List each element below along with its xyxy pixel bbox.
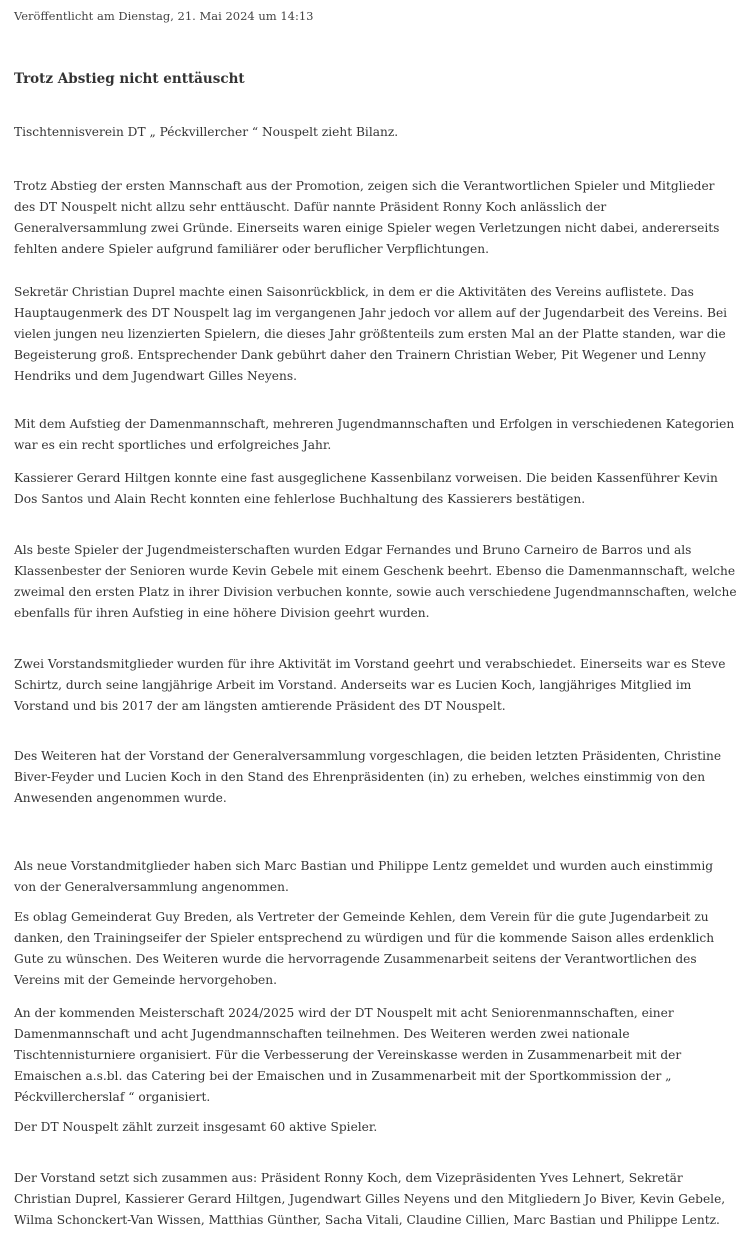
article-paragraph: Sekretär Christian Duprel machte einen Saisonrückblick, in dem er die Aktivitäten des Vereins auflistete. Das Hauptaugenmerk des DT Nouspelt lag im vergangenen Jahr jedoch vor allem auf der Jugendarbeit des Vereins. Bei vielen jungen neu lizenzierten Spielern, die dieses Jahr größtenteils zum ersten Mal an der Platte standen, war die Begeisterung groß. Entsprechender Dank gebührt daher den Trainern Christian Weber, Pit Wegener und Lenny Hendriks und dem Jugendwart Gilles Neyens. (14, 285, 728, 383)
article-paragraph: Der Vorstand setzt sich zusammen aus: Präsident Ronny Koch, dem Vizepräsidenten Yves Lehnert, Sekretär Christian Duprel, Kassierer Gerard Hiltgen, Jugendwart Gilles Neyens und den Mitgliedern Jo Biver, Kevin Gebele, Wilma Schonckert-Van Wissen, Matthias Günther, Sacha Vitali, Claudine Cillien, Marc Bastian und Philippe Lentz. (14, 1171, 726, 1227)
article-paragraph: Es oblag Gemeinderat Guy Breden, als Vertreter der Gemeinde Kehlen, dem Verein für die gute Jugendarbeit zu danken, den Trainingseifer der Spieler entsprechend zu würdigen und für die kommende Saison alles erdenklich Gute zu wünschen. Des Weiteren wurde die hervorragende Zusammenarbeit seitens der Verantwortlichen des Vereins mit der Gemeinde hervorgehoben. (14, 910, 715, 987)
article-paragraph: An der kommenden Meisterschaft 2024/2025 wird der DT Nouspelt mit acht Seniorenmannschaften, einer Damenmannschaft und acht Jugendmannschaften teilnehmen. Des Weiteren werden zwei nationale Tischtennisturniere organisiert. Für die Verbesserung der Vereinskasse werden in Zusammenarbeit mit der Emaischen a.s.bl. das Catering bei der Emaischen und in Zusammenarbeit mit der Sportkommission der „ Péckvillercherslaf “ organisiert. (14, 1006, 682, 1104)
article-paragraph: Mit dem Aufstieg der Damenmannschaft, mehreren Jugendmannschaften und Erfolgen in verschiedenen Kategorien war es ein recht sportliches und erfolgreiches Jahr. (14, 417, 735, 452)
article-paragraph: Als neue Vorstandmitglieder haben sich Marc Bastian und Philippe Lentz gemeldet und wurden auch einstimmig von der Generalversammlung angenommen. (14, 859, 714, 894)
article-paragraph-intro: Tischtennisverein DT „ Péckvillercher “ Nouspelt zieht Bilanz. (14, 125, 399, 139)
article-headline: Trotz Abstieg nicht enttäuscht (14, 71, 245, 87)
article-paragraph: Der DT Nouspelt zählt zurzeit insgesamt 60 aktive Spieler. (14, 1120, 378, 1134)
article-paragraph: Als beste Spieler der Jugendmeisterschaften wurden Edgar Fernandes und Bruno Carneiro de Barros und als Klassenbester der Senioren wurde Kevin Gebele mit einem Geschenk beehrt. Ebenso die Damenmannschaft, welche zweimal den ersten Platz in ihrer Division verbuchen konnte, sowie auch verschiedene Jugendmannschaften, welche ebenfalls für ihren Aufstieg in eine höhere Division geehrt wurden. (14, 543, 737, 620)
article-paragraph: Des Weiteren hat der Vorstand der Generalversammlung vorgeschlagen, die beiden letzten Präsidenten, Christine Biver-Feyder und Lucien Koch in den Stand des Ehrenpräsidenten (in) zu erheben, welches einstimmig von den Anwesenden angenommen wurde. (14, 749, 722, 805)
article-paragraph: Trotz Abstieg der ersten Mannschaft aus der Promotion, zeigen sich die Verantwortlichen Spieler und Mitglieder des DT Nouspelt nicht allzu sehr enttäuscht. Dafür nannte Präsident Ronny Koch anlässlich der Generalversammlung zwei Gründe. Einerseits waren einige Spieler wegen Verletzungen nicht dabei, andererseits fehlten andere Spieler aufgrund familiärer oder beruflicher Verpflichtungen. (14, 179, 720, 256)
article-paragraph: Kassierer Gerard Hiltgen konnte eine fast ausgeglichene Kassenbilanz vorweisen. Die beiden Kassenführer Kevin Dos Santos und Alain Recht konnten eine fehlerlose Buchhaltung des Kassierers bestätigen. (14, 471, 718, 506)
article-paragraph: Zwei Vorstandsmitglieder wurden für ihre Aktivität im Vorstand geehrt und verabschiedet. Einerseits war es Steve Schirtz, durch seine langjährige Arbeit im Vorstand. Anderseits war es Lucien Koch, langjähriges Mitglied im Vorstand und bis 2017 der am längsten amtierende Präsident des DT Nouspelt. (14, 657, 726, 713)
published-date: Veröffentlicht am Dienstag, 21. Mai 2024 um 14:13 (14, 9, 314, 23)
